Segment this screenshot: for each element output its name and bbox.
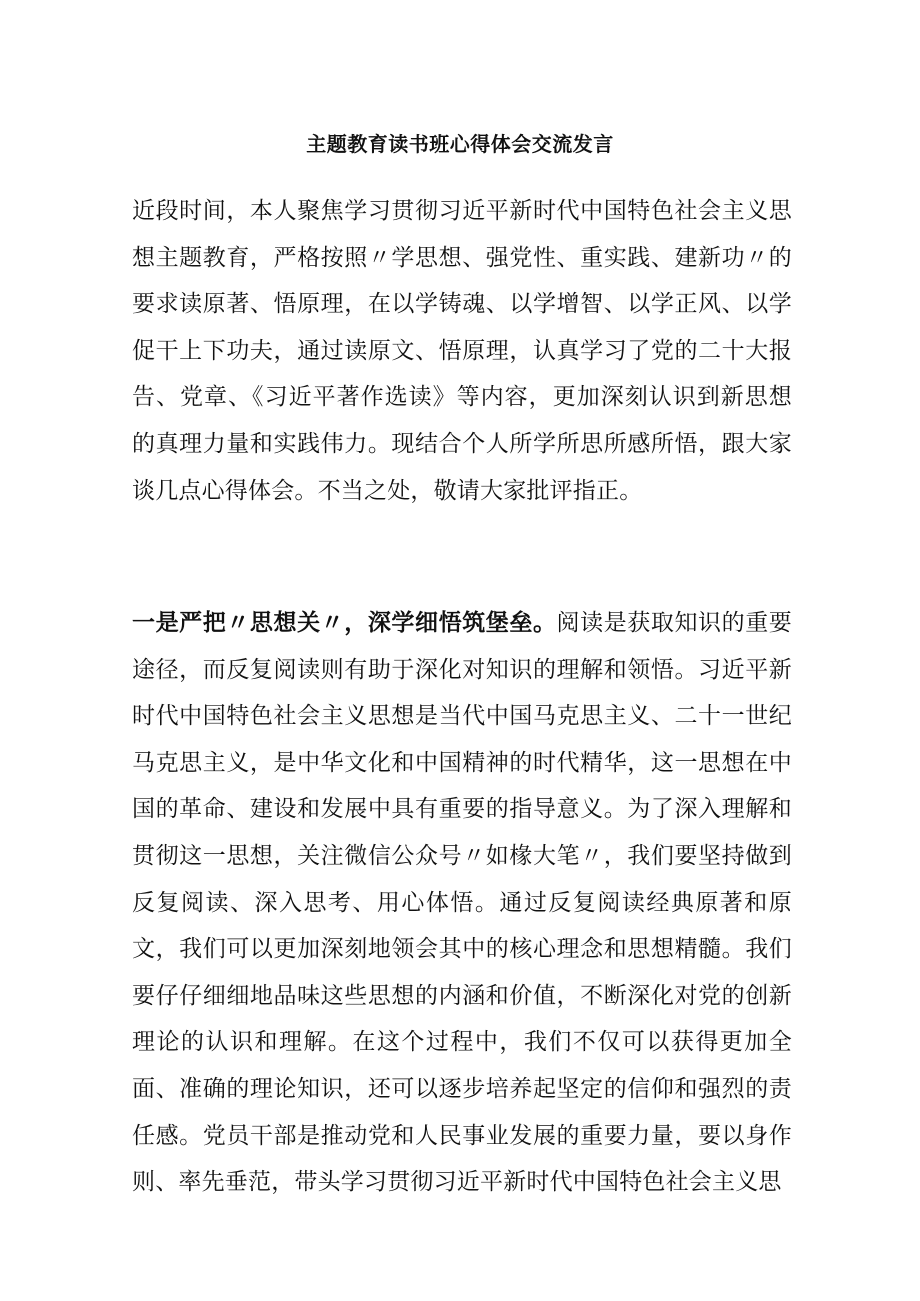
paragraph-intro xyxy=(132,188,792,514)
paragraph-point-one-heading: 一是严把〃思想关〃，深学细悟筑堡垒。 xyxy=(132,610,557,636)
paragraph-intro-text: 近段时间，本人聚焦学习贯彻习近平新时代中国特色社会主义思想主题教育，严格按照〃学思想、强党性、重实践、建新功〃的要求读原著、悟原理，在以学铸魂、以学增智、以学正风、以学促干上下功夫，通过读原文、悟原理，认真学习了党的二十大报告、党章、《习近平著作选读》等内容，更加深刻认识到新思想的真理力量和实践伟力。现结合个人所学所思所感所悟，跟大家谈几点心得体会。不当之处，敬请大家批评指正。 xyxy=(132,198,792,504)
paragraph-point-one-text: 阅读是获取知识的重要途径，而反复阅读则有助于深化对知识的理解和领悟。习近平新时代中国特色社会主义思想是当代中国马克思主义、二十一世纪马克思主义，是中华文化和中国精神的时代精华，这一思想在中国的革命、建设和发展中具有重要的指导意义。为了深入理解和贯彻这一思想，关注微信公众号〃如椽大笔〃，我们要坚持做到反复阅读、深入思考、用心体悟。通过反复阅读经典原著和原文，我们可以更加深刻地领会其中的核心理念和思想精髓。我们要仔仔细细地品味这些思想的内涵和价值，不断深化对党的创新理论的认识和理解。在这个过程中，我们不仅可以获得更加全面、准确的理论知识，还可以逐步培养起坚定的信仰和强烈的责任感。党员干部是推动党和人民事业发展的重要力量，要以身作则、率先垂范，带头学习贯彻习近平新时代中国特色社会主义思 xyxy=(132,610,792,1196)
document-title: 主题教育读书班心得体会交流发言 xyxy=(306,132,614,156)
paragraph-point-one xyxy=(132,600,792,1280)
